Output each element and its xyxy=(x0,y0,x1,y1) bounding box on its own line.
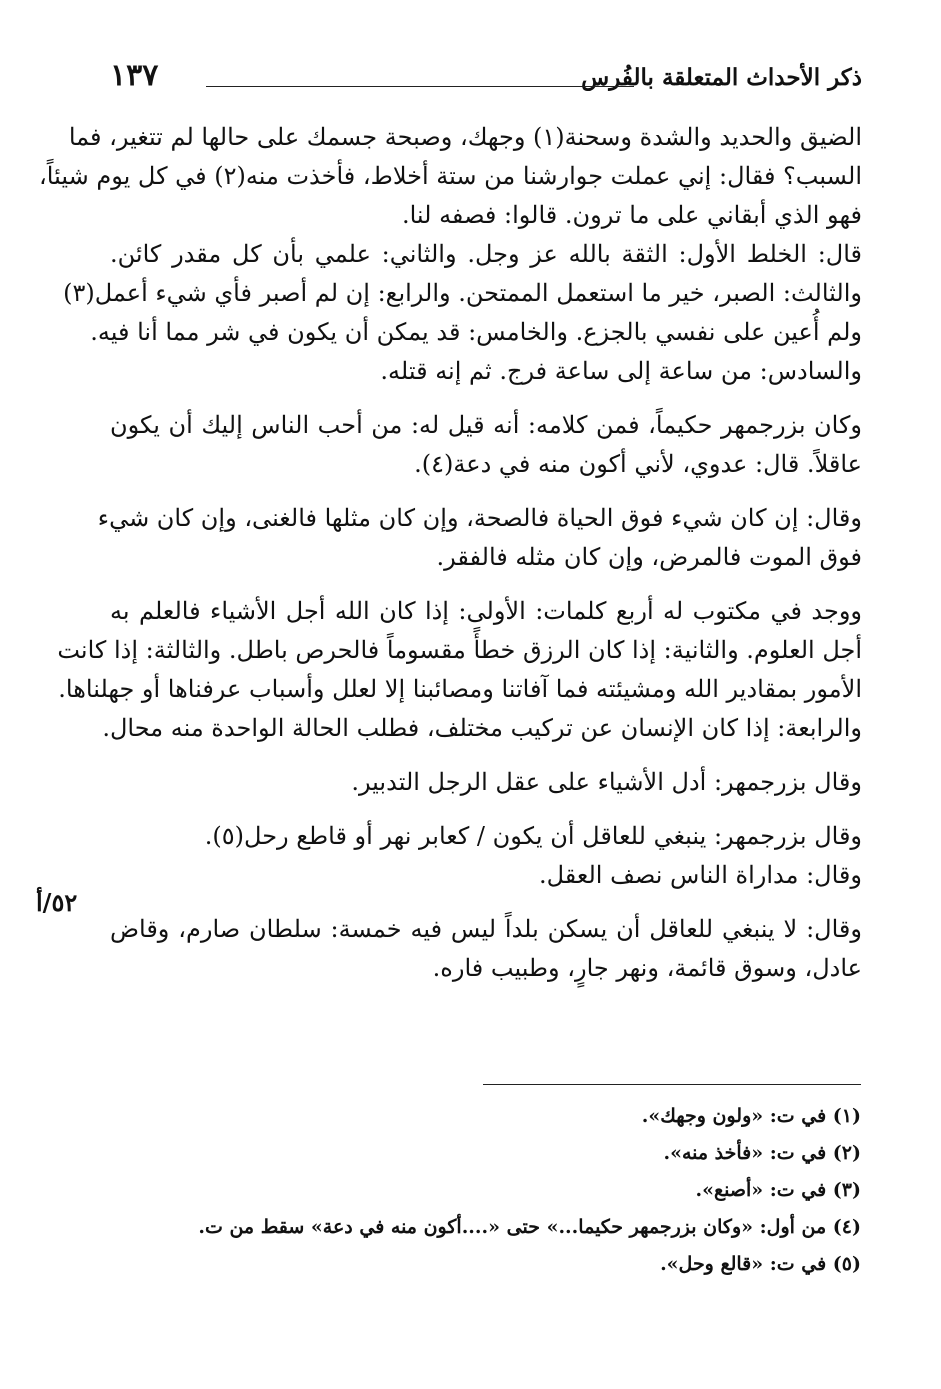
text-line: الأمور بمقادير الله ومشيئته فما آفاتنا ومصائبنا إلا لعلل وأسباب عرفناها أو جهلناها. xyxy=(58,675,862,703)
footnote: (٥) في ت: «قالع وحل». xyxy=(660,1253,861,1275)
text-line: الضيق والحديد والشدة وسحنة(١) وجهك، وصبحة جسمك على حالها لم تتغير، فما xyxy=(68,123,862,151)
text-line: والسادس: من ساعة إلى ساعة فرج. ثم إنه قتله. xyxy=(380,357,862,385)
text-line: وقال بزرجمهر: أدل الأشياء على عقل الرجل التدبير. xyxy=(351,768,862,796)
text-line: السبب؟ فقال: إني عملت جوارشنا من ستة أخلاط، فأخذت منه(٢) في كل يوم شيئاً، xyxy=(39,162,862,190)
text-line: أجل العلوم. والثانية: إذا كان الرزق خطأً مقسوماً فالحرص باطل. والثالثة: إذا كانت xyxy=(57,636,862,664)
text-line: وكان بزرجمهر حكيماً، فمن كلامه: أنه قيل له: من أحب الناس إليك أن يكون xyxy=(110,411,862,439)
text-line: والرابعة: إذا كان الإنسان عن تركيب مختلف، فطلب الحالة الواحدة منه محال. xyxy=(102,714,862,742)
text-line: وقال: مداراة الناس نصف العقل. xyxy=(538,861,862,889)
footnote: (٤) من أول: «وكان بزرجمهر حكيما...» حتى «....أكون منه في دعة» سقط من ت. xyxy=(198,1216,861,1238)
header-title: ذكر الأحداث المتعلقة بالفُرس xyxy=(581,64,862,91)
text-line: وقال بزرجمهر: ينبغي للعاقل أن يكون / كعابر نهر أو قاطع رحل(٥). xyxy=(204,822,862,850)
text-line: ووجد في مكتوب له أربع كلمات: الأولى: إذا كان الله أجل الأشياء فالعلم به xyxy=(110,597,862,625)
text-line: فهو الذي أبقاني على ما ترون. قالوا: فصفه لنا. xyxy=(401,201,862,229)
footnote-rule xyxy=(483,1084,861,1085)
footnote: (٣) في ت: «أصنع». xyxy=(695,1179,861,1201)
footnote: (١) في ت: «ولون وجهك». xyxy=(641,1105,861,1127)
margin-folio-note: ٥٢/أ xyxy=(36,888,78,917)
text-line: فوق الموت فالمرض، وإن كان مثله فالفقر. xyxy=(436,543,862,571)
text-line: عادل، وسوق قائمة، ونهر جارٍ، وطبيب فاره. xyxy=(432,954,862,982)
text-line: قال: الخلط الأول: الثقة بالله عز وجل. والثاني: علمي بأن كل مقدر كائن. xyxy=(110,240,862,268)
text-line: عاقلاً. قال: عدوي، لأني أكون منه في دعة(٤). xyxy=(414,450,862,478)
page-number: ١٣٧ xyxy=(110,58,159,93)
text-line: والثالث: الصبر، خير ما استعمل الممتحن. والرابع: إن لم أصبر فأي شيء أعمل(٣) xyxy=(63,279,862,307)
running-header xyxy=(110,58,862,98)
text-line: ولم أُعين على نفسي بالجزع. والخامس: قد يمكن أن يكون في شر مما أنا فيه. xyxy=(90,318,862,346)
header-rule xyxy=(206,86,634,87)
text-line: وقال: إن كان شيء فوق الحياة فالصحة، وإن كان مثلها فالغنى، وإن كان شيء xyxy=(97,504,862,532)
text-line: وقال: لا ينبغي للعاقل أن يسكن بلداً ليس فيه خمسة: سلطان صارم، وقاض xyxy=(110,915,862,943)
footnote: (٢) في ت: «فأخذ منه». xyxy=(663,1142,861,1164)
footnotes xyxy=(198,1098,861,1283)
